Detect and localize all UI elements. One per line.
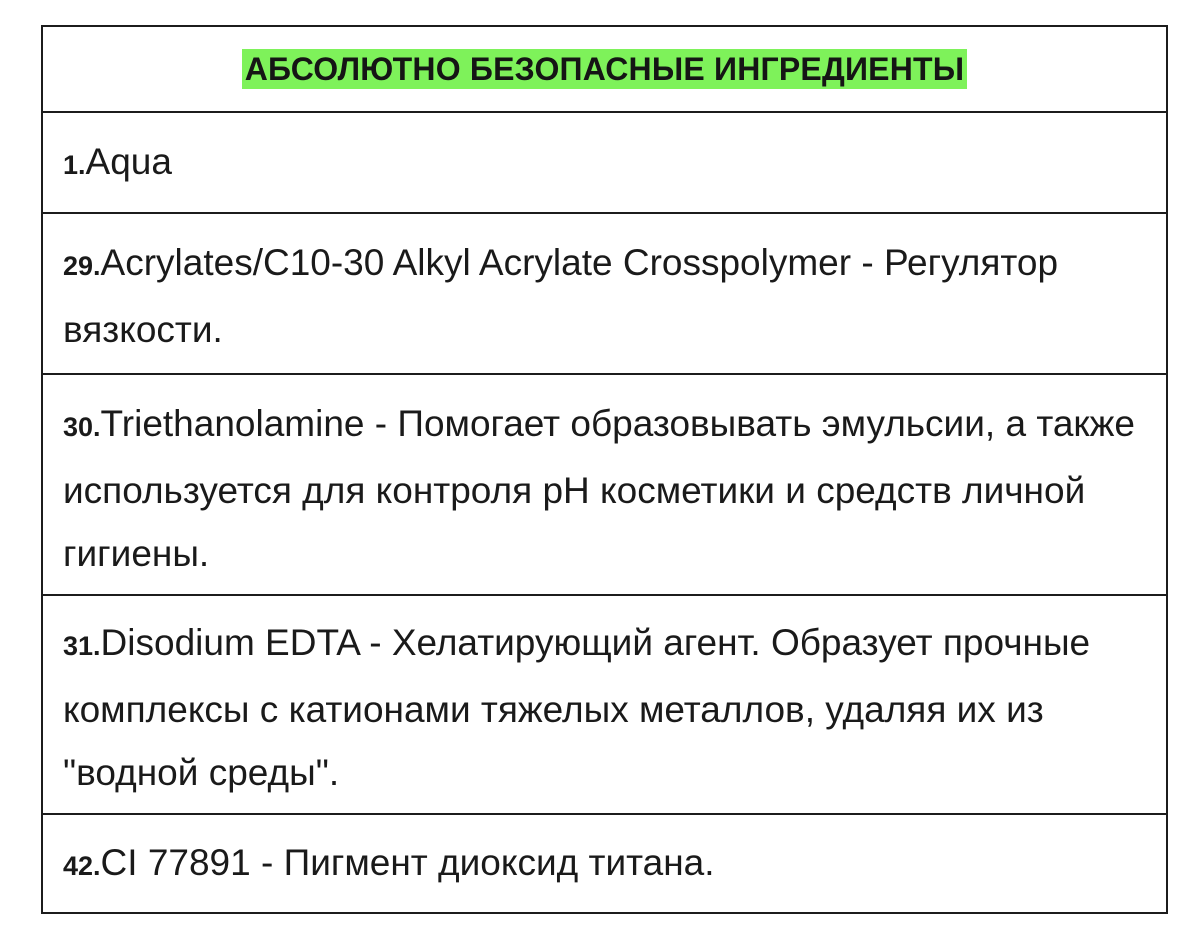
ingredient-entry bbox=[63, 611, 1146, 804]
table-row bbox=[43, 813, 1166, 912]
ingredient-description: Disodium EDTA - Хелатирующий агент. Образует прочные комплексы с катионами тяжелых металлов, удаляя их из "водной среды". bbox=[63, 622, 1091, 793]
table-row bbox=[43, 373, 1166, 594]
ingredient-number: 30. bbox=[63, 412, 101, 442]
table-row bbox=[43, 594, 1166, 813]
ingredient-entry bbox=[63, 831, 1146, 898]
ingredient-number: 1. bbox=[63, 150, 86, 180]
ingredient-entry bbox=[63, 130, 1146, 197]
ingredient-number: 42. bbox=[63, 851, 101, 881]
ingredient-entry bbox=[63, 231, 1146, 361]
table-title: АБСОЛЮТНО БЕЗОПАСНЫЕ ИНГРЕДИЕНТЫ bbox=[242, 49, 968, 89]
ingredient-description: Aqua bbox=[85, 141, 172, 182]
ingredient-number: 29. bbox=[63, 251, 101, 281]
ingredient-description: Acrylates/C10-30 Alkyl Acrylate Crosspolymer - Регулятор вязкости. bbox=[63, 242, 1059, 350]
table-header-row bbox=[43, 27, 1166, 111]
ingredients-table bbox=[41, 25, 1168, 914]
ingredient-description: CI 77891 - Пигмент диоксид титана. bbox=[100, 842, 715, 883]
ingredient-description: Triethanolamine - Помогает образовывать эмульсии, а также используется для контроля pH косметики и средств личной гигиены. bbox=[63, 403, 1135, 574]
table-row bbox=[43, 212, 1166, 373]
table-row bbox=[43, 111, 1166, 212]
ingredient-entry bbox=[63, 392, 1146, 585]
ingredient-number: 31. bbox=[63, 631, 101, 661]
